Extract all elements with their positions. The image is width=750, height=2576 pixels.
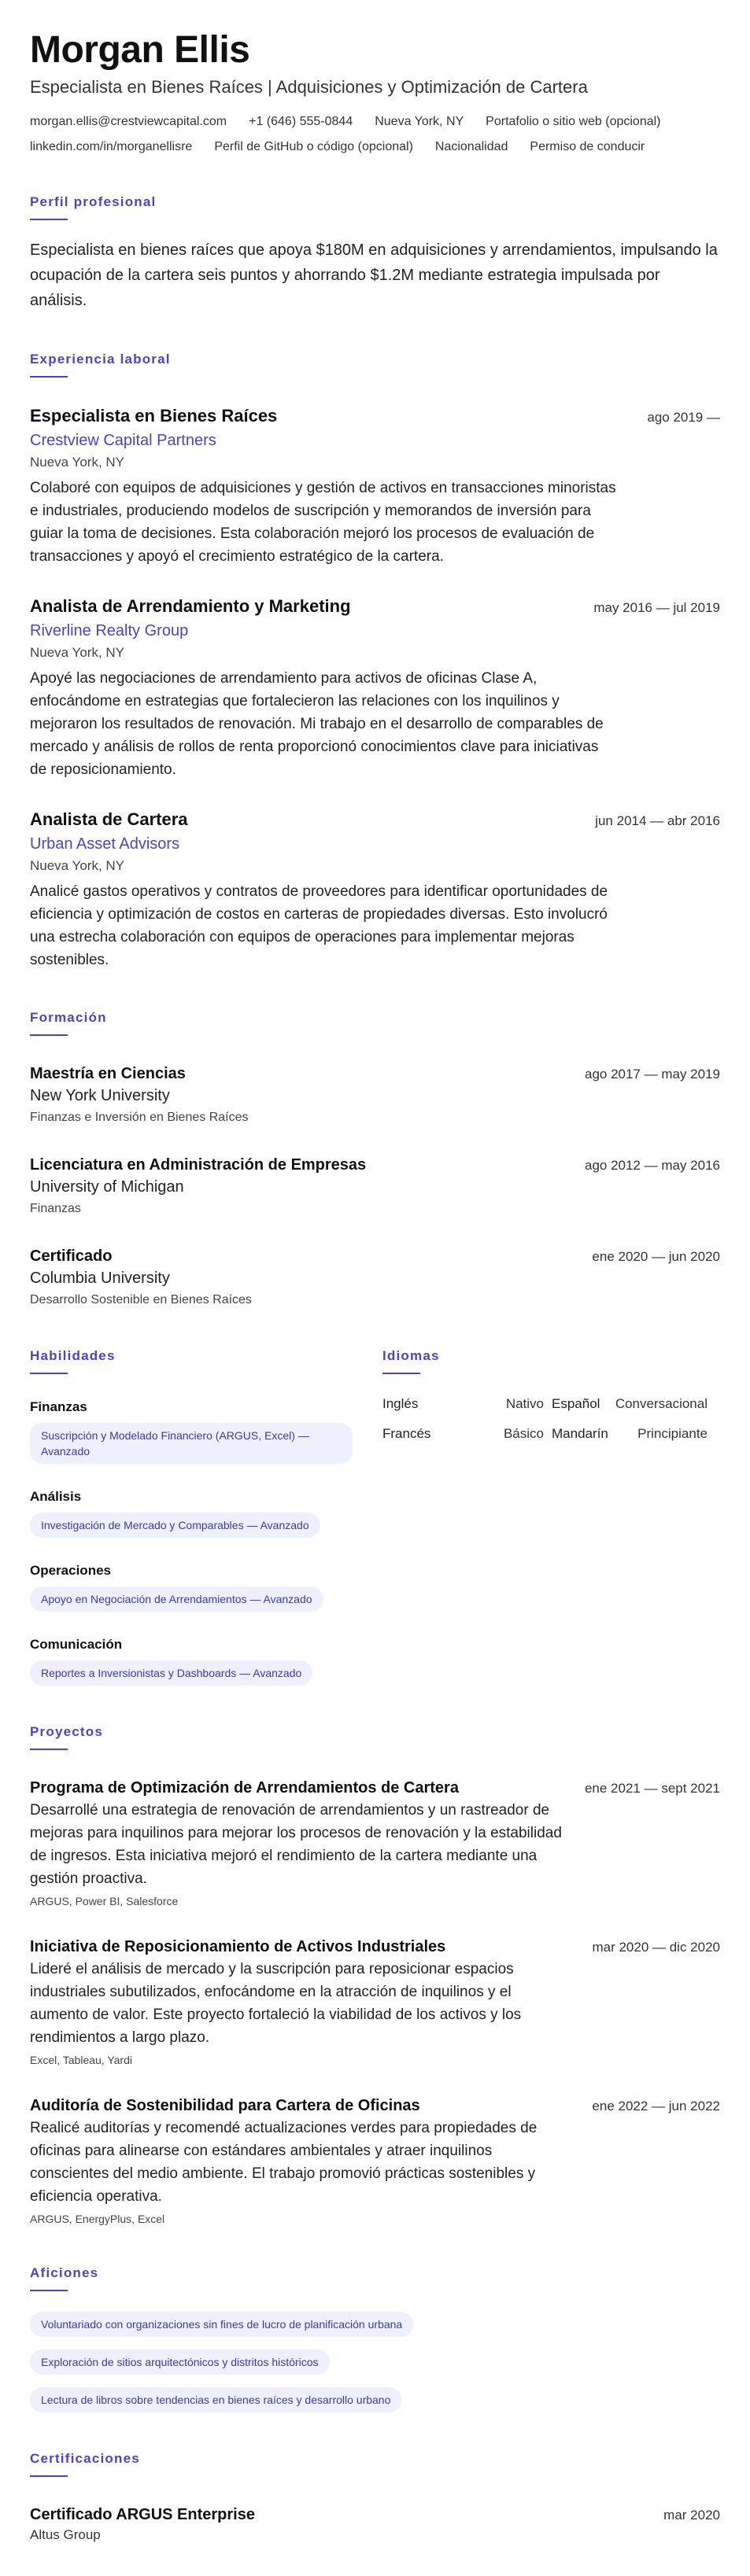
- projects-section: [30, 1723, 720, 2227]
- contact-portfolio[interactable]: Portafolio o sitio web (opcional): [486, 115, 661, 128]
- section-divider: [382, 1373, 420, 1374]
- language-level: Básico: [503, 1426, 544, 1441]
- contact-email[interactable]: morgan.ellis@crestviewcapital.com: [30, 115, 227, 128]
- profile-section: [30, 193, 720, 313]
- project-tools: Excel, Tableau, Yardi: [30, 2054, 132, 2066]
- job-title: Analista de Arrendamiento y Marketing: [30, 596, 351, 616]
- education-degree: Maestría en Ciencias: [30, 1065, 186, 1082]
- hobbies-section: [30, 2265, 720, 2412]
- skill-tag: Investigación de Mercado y Comparables — Avanzado: [30, 1513, 320, 1538]
- education-degree: Licenciatura en Administración de Empresas: [30, 1156, 367, 1174]
- certifications-section: [30, 2450, 720, 2545]
- job-location: Nueva York, NY: [30, 455, 125, 470]
- section-divider: [30, 2475, 68, 2477]
- candidate-headline: Especialista en Bienes Raíces | Adquisiciones y Optimización de Cartera: [30, 77, 588, 97]
- job-entry: [30, 404, 720, 568]
- education-field: Finanzas: [30, 1202, 81, 1215]
- education-section: [30, 1009, 720, 1310]
- section-divider: [30, 1373, 68, 1374]
- job-dates: ago 2019 —: [647, 410, 720, 425]
- profile-summary: Especialista en bienes raíces que apoya $180M en adquisiciones y arrendamientos, impulsando la ocupación de la cartera seis puntos y ahorrando $1.2M mediante estrategia impulsada por análisis.: [30, 241, 718, 309]
- projects-section-title: Proyectos: [30, 1724, 104, 1739]
- resume-header: [30, 28, 720, 156]
- skill-tag: Suscripción y Modelado Financiero (ARGUS, Excel) — Avanzado: [30, 1423, 353, 1464]
- section-divider: [30, 2290, 68, 2291]
- skill-tag: Reportes a Inversionistas y Dashboards — Avanzado: [30, 1660, 312, 1686]
- skill-group: [30, 1398, 382, 1464]
- skills-section-title: Habilidades: [30, 1348, 116, 1363]
- education-entry: [30, 1154, 720, 1218]
- language-level: Nativo: [505, 1396, 544, 1411]
- job-entry: [30, 595, 720, 781]
- job-company: Riverline Realty Group: [30, 622, 189, 639]
- language-row: [382, 1424, 708, 1443]
- project-entry: [30, 1936, 720, 2068]
- language-level: Conversacional: [615, 1396, 708, 1411]
- languages-section: [382, 1347, 708, 1686]
- education-entry: [30, 1063, 720, 1127]
- skill-tag: Apoyo en Negociación de Arrendamientos — Avanzado: [30, 1587, 323, 1612]
- section-divider: [30, 1749, 68, 1750]
- project-tools: ARGUS, Power BI, Salesforce: [30, 1895, 179, 1907]
- skill-group: [30, 1635, 382, 1686]
- hobbies-section-title: Aficiones: [30, 2265, 99, 2280]
- job-dates: jun 2014 — abr 2016: [595, 813, 720, 828]
- certification-issuer: Altus Group: [30, 2527, 101, 2542]
- project-description: Realicé auditorías y recomendé actualizaciones verdes para propiedades de oficinas para alinearse con estándares ambientales y atraer inquilinos conscientes del medio ambiente. El trabajo promovió prácticas sostenibles y eficiencia operativa.: [30, 2120, 538, 2205]
- language-name: Francés: [382, 1426, 431, 1441]
- project-entry: [30, 2095, 720, 2227]
- job-company: Urban Asset Advisors: [30, 835, 180, 853]
- languages-table: [382, 1395, 708, 1443]
- skills-languages-row: [30, 1347, 720, 1686]
- section-divider: [30, 1034, 68, 1036]
- contact-list: [30, 113, 720, 156]
- education-school: Columbia University: [30, 1270, 170, 1287]
- education-section-title: Formación: [30, 1010, 107, 1025]
- language-name: Inglés: [382, 1396, 419, 1411]
- languages-section-title: Idiomas: [382, 1348, 440, 1363]
- hobby-list: [30, 2312, 720, 2412]
- education-entry: [30, 1245, 720, 1310]
- project-dates: ene 2022 — jun 2022: [592, 2099, 720, 2113]
- project-title: Iniciativa de Reposicionamiento de Activos Industriales: [30, 1938, 446, 1955]
- language-name: Español: [552, 1396, 600, 1411]
- skill-group: [30, 1561, 382, 1612]
- education-field: Desarrollo Sostenible en Bienes Raíces: [30, 1293, 252, 1306]
- education-dates: ago 2017 — may 2019: [584, 1067, 720, 1082]
- experience-section-title: Experiencia laboral: [30, 352, 171, 367]
- language-level: Principiante: [637, 1426, 708, 1441]
- education-school: University of Michigan: [30, 1178, 184, 1196]
- contact-linkedin[interactable]: linkedin.com/in/morganellisre: [30, 140, 193, 153]
- contact-phone[interactable]: +1 (646) 555-0844: [249, 115, 353, 128]
- job-entry: [30, 808, 720, 971]
- job-company: Crestview Capital Partners: [30, 432, 216, 449]
- certification-entry: [30, 2504, 720, 2545]
- hobby-tag: Exploración de sitios arquitectónicos y distritos históricos: [30, 2349, 330, 2375]
- contact-github[interactable]: Perfil de GitHub o código (opcional): [214, 140, 413, 153]
- contact-nationality: Nacionalidad: [434, 140, 508, 153]
- skill-category: Operaciones: [30, 1563, 111, 1578]
- job-title: Analista de Cartera: [30, 809, 188, 829]
- project-dates: ene 2021 — sept 2021: [584, 1781, 720, 1796]
- job-dates: may 2016 — jul 2019: [593, 600, 720, 615]
- job-description: Apoyé las negociaciones de arrendamiento para activos de oficinas Clase A, enfocándome en estrategias que fortalecieron las relaciones con los inquilinos y mejoraron los resultados de renovación. Mi trabajo en el desarrollo de comparables de mercado y análisis de rollos de renta proporcionó conocimientos clave para iniciativas de reposicionamiento.: [30, 670, 604, 778]
- section-divider: [30, 219, 68, 220]
- job-location: Nueva York, NY: [30, 645, 125, 660]
- project-description: Lideré el análisis de mercado y la suscripción para reposicionar espacios industriales subutilizados, enfocándome en la atracción de inquilinos y el aumento de valor. Este proyecto fortaleció la viabilidad de los activos y los rendimientos a largo plazo.: [30, 1961, 522, 2046]
- experience-section: [30, 351, 720, 971]
- hobby-tag: Lectura de libros sobre tendencias en bienes raíces y desarrollo urbano: [30, 2387, 401, 2412]
- education-dates: ago 2012 — may 2016: [584, 1158, 720, 1173]
- contact-location: Nueva York, NY: [375, 115, 464, 128]
- project-title: Auditoría de Sostenibilidad para Cartera de Oficinas: [30, 2097, 420, 2114]
- skill-category: Análisis: [30, 1489, 82, 1504]
- project-description: Desarrollé una estrategia de renovación de arrendamientos y un rastreador de mejoras para inquilinos para mejorar los procesos de renovación y la estabilidad de ingresos. Esta iniciativa mejoró el rendimiento de la cartera mediante una gestión proactiva.: [30, 1802, 562, 1887]
- profile-section-title: Perfil profesional: [30, 194, 157, 209]
- candidate-name: Morgan Ellis: [30, 29, 250, 71]
- project-dates: mar 2020 — dic 2020: [592, 1940, 720, 1955]
- project-title: Programa de Optimización de Arrendamientos de Cartera: [30, 1779, 459, 1797]
- language-row: [382, 1395, 708, 1413]
- education-field: Finanzas e Inversión en Bienes Raíces: [30, 1111, 249, 1124]
- project-tools: ARGUS, EnergyPlus, Excel: [30, 2213, 165, 2225]
- language-name: Mandarín: [552, 1426, 608, 1441]
- skills-section: [30, 1347, 382, 1686]
- project-entry: [30, 1777, 720, 1909]
- hobby-tag: Voluntariado con organizaciones sin fines de lucro de planificación urbana: [30, 2312, 413, 2337]
- skill-category: Finanzas: [30, 1399, 87, 1414]
- skill-group: [30, 1487, 382, 1538]
- contact-driving-license: Permiso de conducir: [530, 140, 645, 153]
- job-description: Colaboré con equipos de adquisiciones y gestión de activos en transacciones minoristas e industriales, produciendo modelos de suscripción y memorandos de inversión para guiar la toma de decisiones. Esta colaboración mejoró los procesos de evaluación de transacciones y apoyó el crecimiento estratégico de la cartera.: [30, 480, 616, 565]
- education-degree: Certificado: [30, 1247, 113, 1265]
- job-description: Analicé gastos operativos y contratos de proveedores para identificar oportunidades de eficiencia y optimización de costos en carteras de propiedades diversas. Esto involucró una estrecha colaboración con equipos de operaciones para implementar mejoras sostenibles.: [30, 883, 608, 968]
- section-divider: [30, 376, 68, 378]
- skill-category: Comunicación: [30, 1637, 123, 1652]
- certification-date: mar 2020: [663, 2508, 720, 2523]
- certifications-section-title: Certificaciones: [30, 2451, 140, 2466]
- certification-title: Certificado ARGUS Enterprise: [30, 2506, 255, 2523]
- job-title: Especialista en Bienes Raíces: [30, 406, 278, 426]
- education-dates: ene 2020 — jun 2020: [592, 1249, 720, 1264]
- job-location: Nueva York, NY: [30, 858, 125, 873]
- education-school: New York University: [30, 1087, 170, 1104]
